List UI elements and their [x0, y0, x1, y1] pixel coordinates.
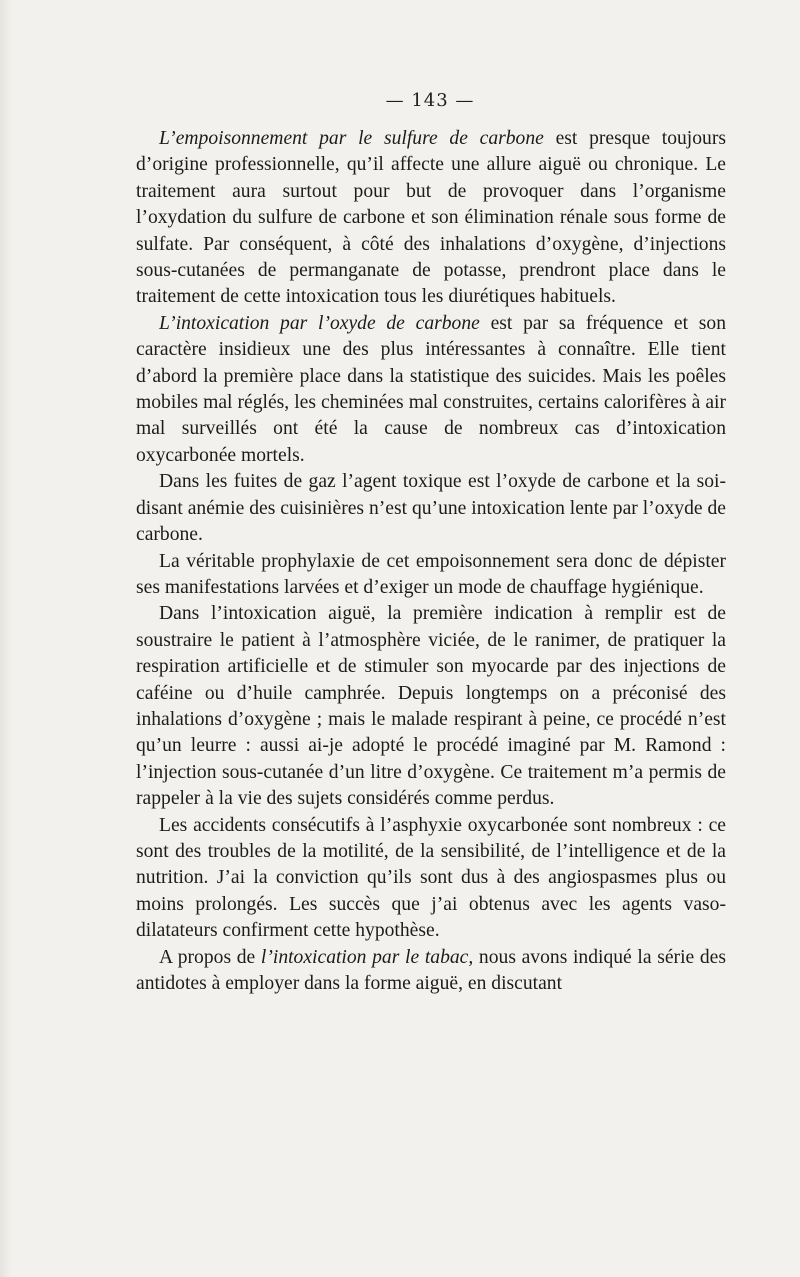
paragraph-lead: Dans l’intoxication aiguë, la première indication à remplir est de soustraire le patient à l’atmosphère viciée, de le ranimer, de pratiquer la respiration artificielle et de stimuler son myocarde par des injections de caféine ou d’huile camphrée. Depuis longtemps on a préconisé des inhalations d’oxygène ; mais le malade respirant à peine, ce procédé n’est qu’un leurre : aussi ai-je adopté le procédé imaginé par M. Ramond : l’injection sous-cutanée d’un litre d’oxygène. Ce traitement m’a permis de rappeler à la vie des sujets considérés comme perdus. — [136, 603, 726, 810]
paragraph-lead: Dans les fuites de gaz l’agent toxique est l’oxyde de carbone et la soi-disant anémie des cuisinières n’est qu’une intoxication lente par l’oxyde de carbone. — [136, 471, 726, 546]
paragraph-lead: Les accidents consécutifs à l’asphyxie oxycarbonée sont nombreux : ce sont des troubles de la motilité, de la sensibilité, de l’intelligence et de la nutrition. J’ai la conviction qu’ils sont dus à des angiospasmes plus ou moins prolongés. Les succès que j’ai obtenus avec les agents vaso-dilatateurs confirment cette hypothèse. — [136, 814, 726, 942]
paragraph-carbon-disulfide — [136, 126, 726, 311]
italic-term: L’intoxication par l’oxyde de carbone — [159, 312, 480, 334]
paragraph-gas-leaks — [136, 469, 726, 548]
paragraph-acute-treatment — [136, 601, 726, 812]
paragraph-body: est presque toujours d’origine professionnelle, qu’il affecte une allure aiguë ou chronique. Le traitement aura surtout pour but de provoquer dans l’organisme l’oxydation du sulfure de carbone et son élimination rénale sous forme de sulfate. Par conséquent, à côté des inhalations d’oxygène, d’injections sous-cutanées de permanganate de potasse, prendront place dans le traitement de cette intoxication tous les diurétiques habituels. — [136, 128, 726, 308]
italic-term: L’empoisonnement par le sulfure de carbone — [159, 128, 544, 149]
page-number: — 143 — — [385, 90, 475, 111]
scan-edge-shadow — [0, 0, 12, 1277]
paragraph-tobacco — [136, 945, 726, 998]
italic-term: l’intoxication par le tabac, — [260, 946, 474, 968]
paragraph-sequelae — [136, 813, 726, 945]
paragraph-prophylaxis — [136, 549, 726, 602]
paragraph-body: est par sa fréquence et son caractère insidieux une des plus intéressantes à connaître. Elle tient d’abord la première place dans la statistique des suicides. Mais les poêles mobiles mal réglés, les cheminées mal construites, certains calorifères à air mal surveillés ont été la cause de nombreux cas d’intoxication oxycarbonée mortels. — [136, 312, 726, 466]
paragraph-lead: La véritable prophylaxie de cet empoisonnement sera donc de dépister ses manifestations larvées et d’exiger un mode de chauffage hygiénique. — [136, 550, 726, 598]
body-text — [136, 126, 726, 997]
paragraph-body: nous avons indiqué la série des antidotes à employer dans la forme aiguë, en discutant — [136, 946, 726, 994]
paragraph-carbon-monoxide — [136, 311, 726, 469]
paragraph-lead: A propos de — [159, 946, 261, 968]
